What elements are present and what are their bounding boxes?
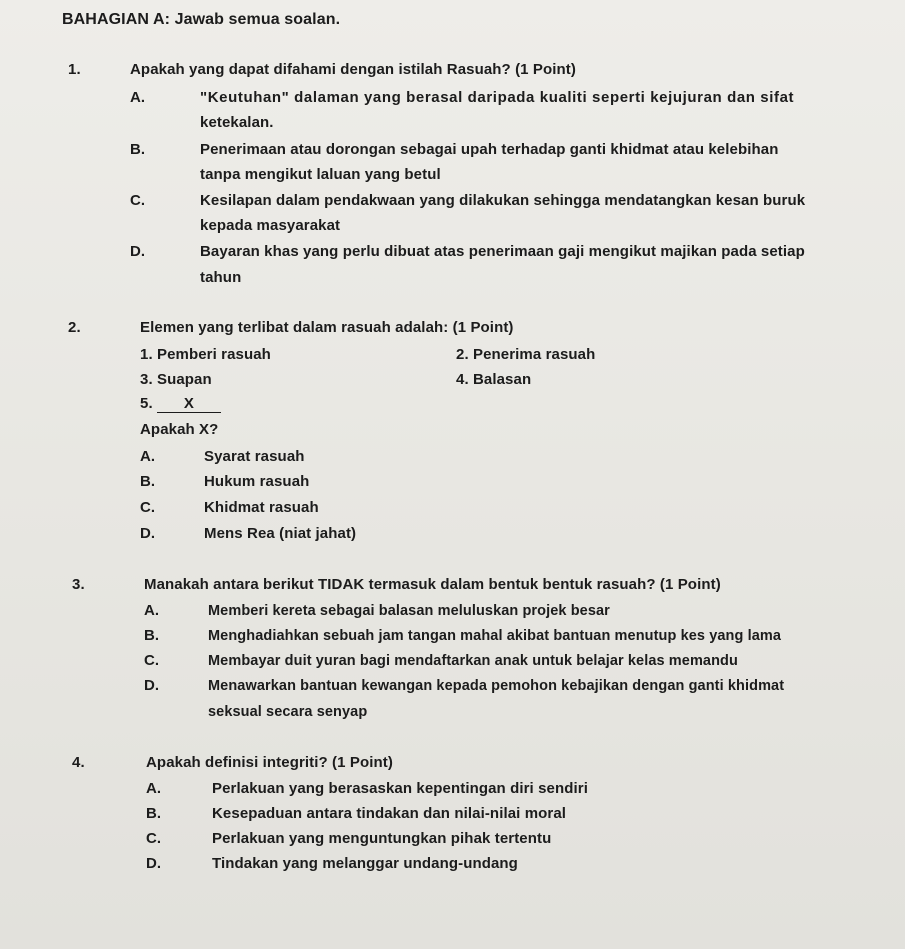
section-title: BAHAGIAN A: Jawab semua soalan. <box>62 11 341 28</box>
q4-option-b-letter: B. <box>146 805 162 822</box>
q3-option-d-letter: D. <box>144 677 160 694</box>
q3-option-d-text: Menawarkan bantuan kewangan kepada pemohon kebajikan dengan ganti khidmat <box>208 678 785 694</box>
q1-option-c-letter: C. <box>130 192 146 209</box>
q4-option-c-text: Perlakuan yang menguntungkan pihak tertentu <box>212 830 552 847</box>
q1-option-b-text-cont: tanpa mengikut laluan yang betul <box>200 166 441 183</box>
q1-option-a-text: "Keutuhan" dalaman yang berasal daripada kualiti seperti kejujuran dan sifat <box>200 89 795 106</box>
q2-blank-line <box>140 394 221 414</box>
q4-number: 4. <box>72 754 85 771</box>
q1-option-d-letter: D. <box>130 243 146 260</box>
q1-option-b-letter: B. <box>130 141 146 158</box>
q2-blank-prefix: 5. <box>140 395 157 412</box>
q1-number: 1. <box>68 61 81 78</box>
q4-option-d-letter: D. <box>146 855 162 872</box>
q2-option-b-letter: B. <box>140 473 156 490</box>
q1-option-c-text: Kesilapan dalam pendakwaan yang dilakukan sehingga mendatangkan kesan buruk <box>200 192 806 209</box>
q2-question: Elemen yang terlibat dalam rasuah adalah: (1 Point) <box>140 319 514 336</box>
q1-option-c-text-cont: kepada masyarakat <box>200 217 341 234</box>
q2-element-4: 4. Balasan <box>456 371 532 388</box>
q2-option-d-text: Mens Rea (niat jahat) <box>204 525 357 542</box>
q2-option-b-text: Hukum rasuah <box>204 473 310 490</box>
q2-element-3: 3. Suapan <box>140 371 212 388</box>
q3-option-b-letter: B. <box>144 627 160 644</box>
q2-element-2: 2. Penerima rasuah <box>456 346 596 363</box>
q3-option-d-text-cont: seksual secara senyap <box>208 704 368 720</box>
q4-option-d-text: Tindakan yang melanggar undang-undang <box>212 855 518 872</box>
q3-option-a-letter: A. <box>144 602 160 619</box>
q4-option-a-text: Perlakuan yang berasaskan kepentingan diri sendiri <box>212 780 588 797</box>
q1-option-d-text: Bayaran khas yang perlu dibuat atas penerimaan gaji mengikut majikan pada setiap <box>200 243 805 260</box>
q2-option-c-text: Khidmat rasuah <box>204 499 319 516</box>
q2-sub-question: Apakah X? <box>140 421 219 438</box>
q4-option-c-letter: C. <box>146 830 162 847</box>
q4-option-b-text: Kesepaduan antara tindakan dan nilai-nilai moral <box>212 805 567 822</box>
q3-option-b-text: Menghadiahkan sebuah jam tangan mahal akibat bantuan menutup kes yang lama <box>208 628 782 644</box>
q3-question: Manakah antara berikut TIDAK termasuk dalam bentuk bentuk rasuah? (1 Point) <box>144 576 721 593</box>
q1-option-a-letter: A. <box>130 89 146 106</box>
q2-number: 2. <box>68 319 81 336</box>
q4-option-a-letter: A. <box>146 780 162 797</box>
q2-blank-value: X <box>157 396 221 413</box>
q1-option-d-text-cont: tahun <box>200 269 242 286</box>
q3-option-a-text: Memberi kereta sebagai balasan meluluskan projek besar <box>208 603 610 619</box>
q4-question: Apakah definisi integriti? (1 Point) <box>146 754 393 771</box>
q1-option-a-text-cont: ketekalan. <box>200 114 274 131</box>
q2-option-c-letter: C. <box>140 499 156 516</box>
q2-element-1: 1. Pemberi rasuah <box>140 346 271 363</box>
q1-option-b-text: Penerimaan atau dorongan sebagai upah terhadap ganti khidmat atau kelebihan <box>200 141 779 158</box>
q2-option-d-letter: D. <box>140 525 156 542</box>
q2-option-a-text: Syarat rasuah <box>204 448 305 465</box>
q3-number: 3. <box>72 576 85 593</box>
q3-option-c-letter: C. <box>144 652 160 669</box>
q3-option-c-text: Membayar duit yuran bagi mendaftarkan anak untuk belajar kelas memandu <box>208 653 738 669</box>
q2-option-a-letter: A. <box>140 448 156 465</box>
q1-question: Apakah yang dapat difahami dengan istilah Rasuah? (1 Point) <box>130 61 576 78</box>
